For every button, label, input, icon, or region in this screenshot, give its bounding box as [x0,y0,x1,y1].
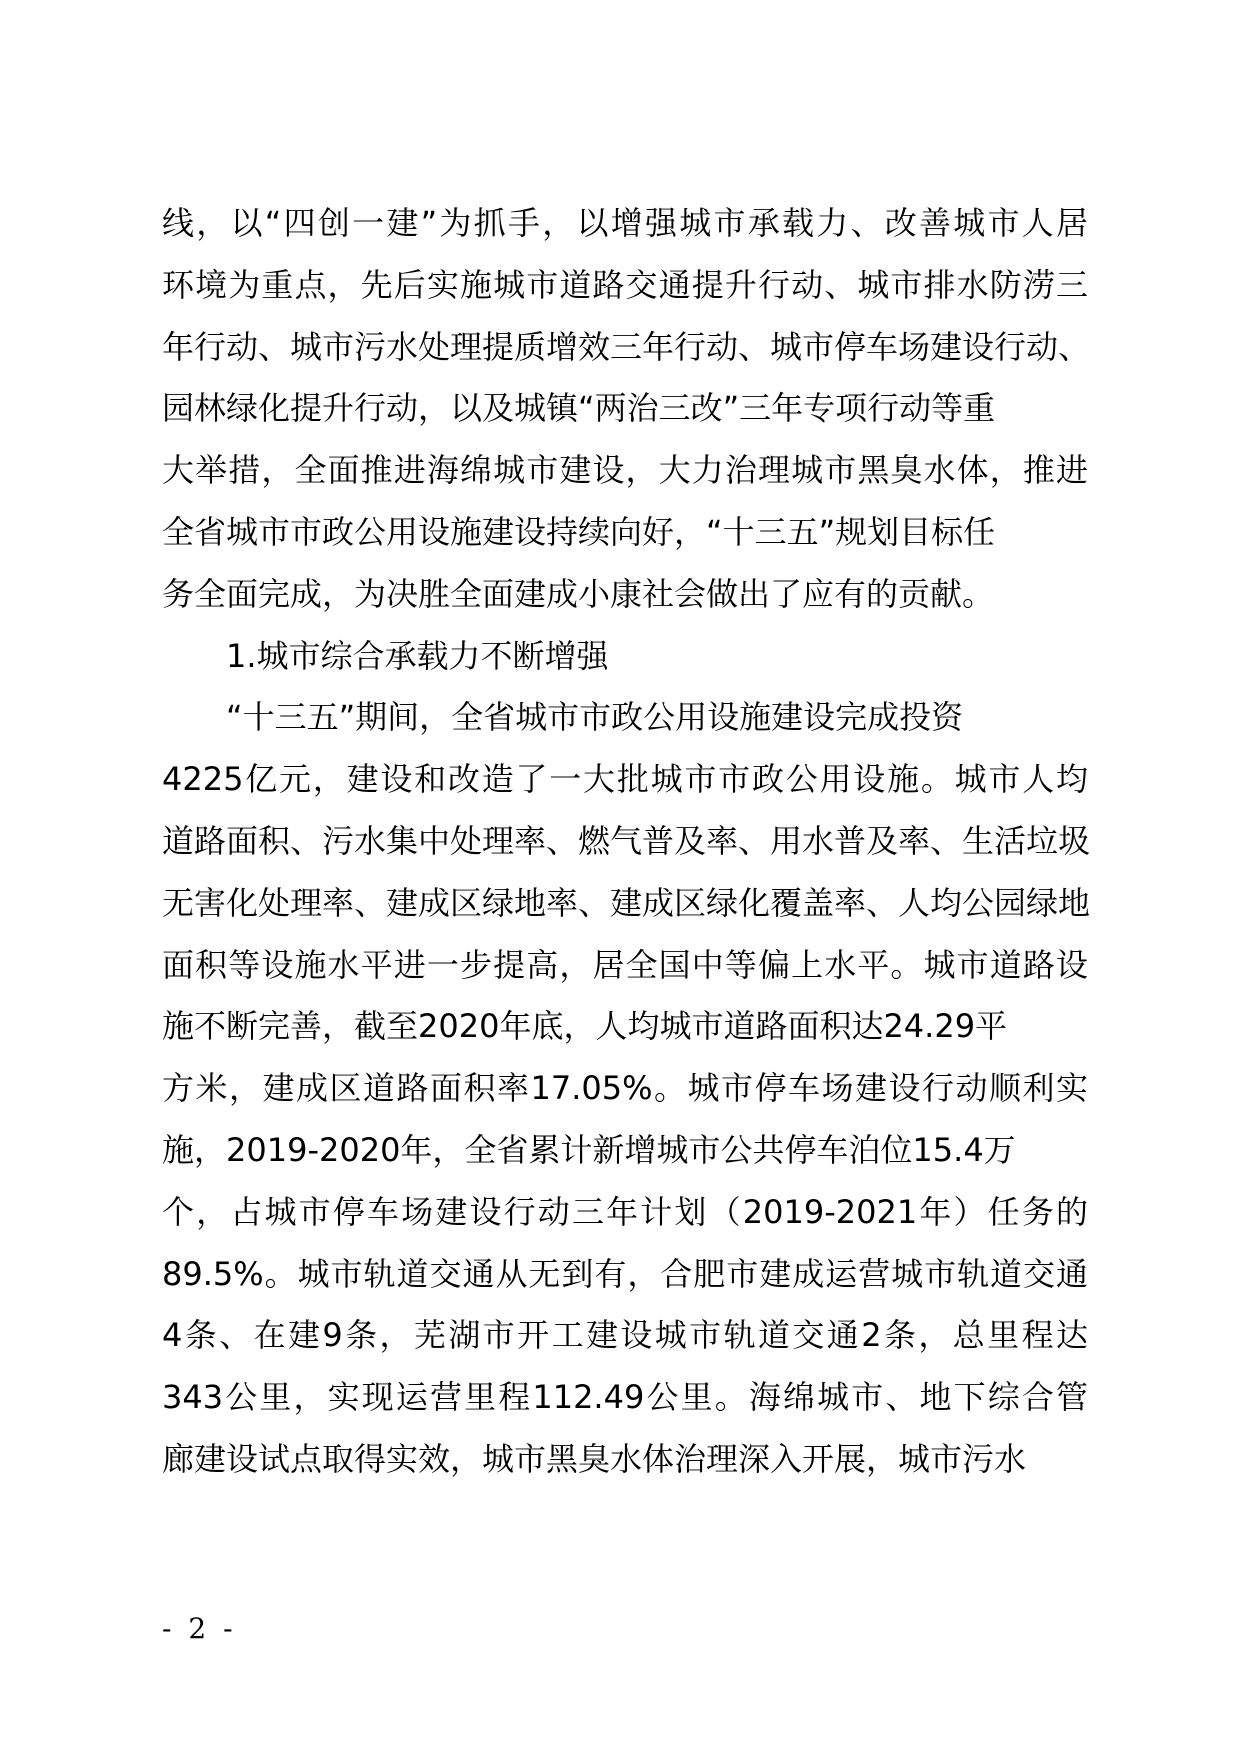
section-heading: 1.城市综合承载力不断增强 [226,636,609,675]
page-number: - 2 - [162,1612,237,1645]
text-line: 园林绿化提升行动，以及城镇“两治三改”三年专项行动等重 [162,389,996,428]
text-line: 全省城市市政公用设施建设持续向好，“十三五”规划目标任 [162,512,996,551]
text-line: 无害化处理率、建成区绿地率、建成区绿化覆盖率、人均公园绿地 [162,883,1091,922]
text-line: 道路面积、污水集中处理率、燃气普及率、用水普及率、生活垃圾 [162,821,1091,860]
text-line: 个，占城市停车场建设行动三年计划（2019-2021年）任务的 [162,1192,1088,1231]
text-line: 施不断完善，截至2020年底，人均城市道路面积达24.29平 [162,1007,1008,1046]
text-line: 线，以“四创一建”为抓手，以增强城市承载力、改善城市人居 [162,204,1088,242]
text-line: 4条、在建9条，芜湖市开工建设城市轨道交通2条，总里程达 [162,1316,1088,1355]
text-line: 务全面完成，为决胜全面建成小康社会做出了应有的贡献。 [162,574,995,613]
text-line: 环境为重点，先后实施城市道路交通提升行动、城市排水防涝三 [162,265,1088,304]
text-line: 343公里，实现运营里程112.49公里。海绵城市、地下综合管 [162,1378,1088,1417]
text-line: 廊建设试点取得实效，城市黑臭水体治理深入开展，城市污水 [162,1439,1027,1478]
text-line: 年行动、城市污水处理提质增效三年行动、城市停车场建设行动、 [162,327,1091,366]
text-line: 施，2019-2020年，全省累计新增城市公共停车泊位15.4万 [162,1130,1016,1169]
text-line: 89.5%。城市轨道交通从无到有，合肥市建成运营城市轨道交通 [162,1254,1088,1293]
text-line: 大举措，全面推进海绵城市建设，大力治理城市黑臭水体，推进 [162,451,1088,490]
text-line: 4225亿元，建设和改造了一大批城市市政公用设施。城市人均 [162,760,1088,799]
text-line: 面积等设施水平进一步提高，居全国中等偏上水平。城市道路设 [162,945,1088,984]
text-line: 方米，建成区道路面积率17.05%。城市停车场建设行动顺利实 [162,1069,1088,1108]
document-body [162,193,1091,1491]
paragraph-start: “十三五”期间，全省城市市政公用设施建设完成投资 [226,698,964,737]
